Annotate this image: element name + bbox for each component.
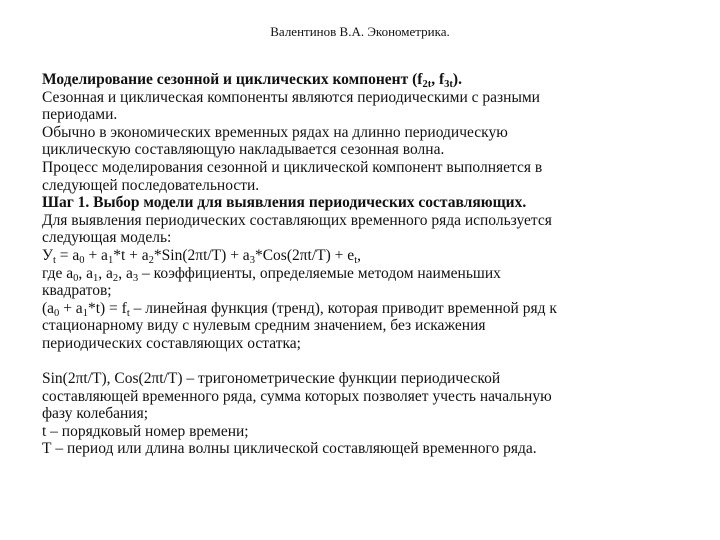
formula-sub: t bbox=[354, 254, 358, 266]
trig-line: Sin(2πt/T), Cos(2πt/T) – тригонометрические функции периодической bbox=[42, 370, 501, 388]
title-sub-1: 2t bbox=[422, 78, 432, 90]
formula-part: , bbox=[357, 246, 361, 264]
trend-line-cont: периодических составляющих остатка; bbox=[42, 334, 301, 352]
paragraph-gap bbox=[42, 353, 682, 371]
section-title bbox=[42, 71, 682, 89]
formula-sub: 3 bbox=[249, 254, 255, 266]
trend-part: *t) = f bbox=[87, 299, 127, 317]
intro-line: Сезонная и циклическая компоненты являются периодическими с разными bbox=[42, 88, 540, 106]
intro-line: Процесс моделирования сезонной и циклической компонент выполняется в bbox=[42, 158, 543, 176]
where-part: , a bbox=[78, 264, 94, 282]
formula-sub: 2 bbox=[148, 254, 154, 266]
trend-line bbox=[42, 300, 682, 318]
where-sub: 2 bbox=[112, 272, 119, 284]
where-part: где a bbox=[42, 264, 74, 282]
formula-part: + a bbox=[84, 246, 108, 264]
where-part: , a bbox=[98, 264, 113, 282]
trend-part: + a bbox=[59, 299, 83, 317]
coefficients-line bbox=[42, 265, 682, 283]
trig-line: Т – период или длина волны циклической составляющей временного ряда. bbox=[42, 440, 537, 458]
intro-line: периодами. bbox=[42, 106, 118, 124]
title-sub-2: 3t bbox=[444, 78, 453, 90]
model-intro-line: Для выявления периодических составляющих временного ряда используется bbox=[42, 211, 552, 229]
trend-sub: t bbox=[126, 307, 130, 319]
trend-line-cont: стационарному виду с нулевым средним значением, без искажения bbox=[42, 317, 486, 335]
step-1-heading: Шаг 1. Выбор модели для выявления периодических составляющих. bbox=[42, 194, 527, 212]
trend-sub: 0 bbox=[54, 307, 60, 319]
where-sub: 3 bbox=[132, 272, 139, 284]
formula-sub: 1 bbox=[107, 254, 114, 266]
slide-header: Валентинов В.А. Эконометрика. bbox=[270, 24, 450, 39]
trig-line: фазу колебания; bbox=[42, 405, 149, 423]
trend-sub: 1 bbox=[82, 307, 88, 319]
title-end: ). bbox=[452, 71, 462, 88]
model-intro-line: следующая модель: bbox=[42, 229, 172, 247]
trig-line: составляющей временного ряда, сумма которых позволяет учесть начальную bbox=[42, 387, 552, 405]
where-part: – коэффициенты, определяемые методом наименьших bbox=[138, 264, 501, 282]
formula-part: *t + a bbox=[113, 246, 149, 264]
intro-line: Обычно в экономических временных рядах на длинно периодическую bbox=[42, 123, 508, 141]
trend-part: (a bbox=[42, 299, 55, 317]
formula-part: *Cos(2πt/T) + e bbox=[254, 246, 355, 264]
coefficients-line-cont: квадратов; bbox=[42, 282, 112, 300]
slide-body bbox=[42, 71, 682, 458]
title-text: Моделирование сезонной и циклических компонент (f bbox=[42, 71, 423, 88]
where-sub: 1 bbox=[93, 272, 99, 284]
formula-part: У bbox=[42, 246, 53, 264]
intro-line: циклическую составляющую накладывается сезонная волна. bbox=[42, 141, 445, 159]
formula-sub: t bbox=[52, 254, 56, 266]
where-part: , a bbox=[118, 264, 133, 282]
intro-line: следующей последовательности. bbox=[42, 176, 260, 194]
title-sep: , f bbox=[431, 71, 445, 88]
trig-line: t – порядковый номер времени; bbox=[42, 422, 249, 440]
where-sub: 0 bbox=[73, 272, 79, 284]
formula-part: = a bbox=[55, 246, 80, 264]
formula-part: *Sin(2πt/T) + a bbox=[153, 246, 250, 264]
trend-part: – линейная функция (тренд), которая приводит временной ряд к bbox=[129, 299, 557, 317]
model-formula bbox=[42, 247, 682, 265]
formula-sub: 0 bbox=[79, 254, 85, 266]
